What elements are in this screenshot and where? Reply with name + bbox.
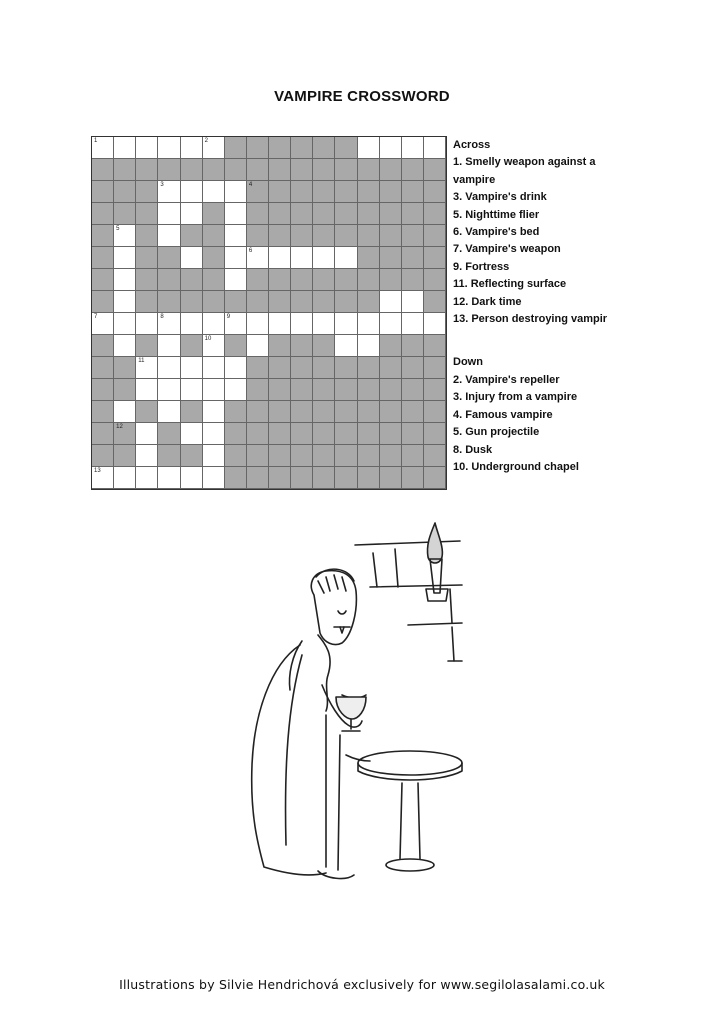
grid-block bbox=[402, 181, 424, 203]
across-clue: 6. Vampire's bed bbox=[453, 226, 540, 239]
grid-cell[interactable] bbox=[291, 247, 313, 269]
grid-block bbox=[114, 423, 136, 445]
grid-cell[interactable] bbox=[203, 357, 225, 379]
grid-cell[interactable] bbox=[181, 357, 203, 379]
grid-block bbox=[92, 225, 114, 247]
grid-block bbox=[313, 423, 335, 445]
grid-block bbox=[136, 335, 158, 357]
grid-block bbox=[424, 423, 446, 445]
clues-panel bbox=[453, 137, 643, 476]
grid-block bbox=[424, 401, 446, 423]
grid-block bbox=[158, 445, 180, 467]
grid-block bbox=[424, 379, 446, 401]
grid-block bbox=[291, 379, 313, 401]
grid-block bbox=[402, 445, 424, 467]
clue-number: 5 bbox=[116, 226, 120, 232]
grid-block bbox=[291, 335, 313, 357]
down-heading: Down bbox=[453, 356, 483, 369]
across-clue-list bbox=[453, 154, 643, 328]
grid-cell[interactable] bbox=[136, 357, 158, 379]
grid-block bbox=[92, 203, 114, 225]
grid-cell[interactable] bbox=[136, 445, 158, 467]
grid-cell[interactable] bbox=[313, 247, 335, 269]
grid-block bbox=[247, 401, 269, 423]
grid-block bbox=[358, 357, 380, 379]
grid-block bbox=[335, 423, 357, 445]
grid-block bbox=[424, 269, 446, 291]
grid-cell[interactable] bbox=[380, 137, 402, 159]
grid-block bbox=[424, 445, 446, 467]
grid-cell[interactable] bbox=[181, 423, 203, 445]
grid-block bbox=[335, 225, 357, 247]
grid-cell[interactable] bbox=[158, 335, 180, 357]
grid-block bbox=[313, 401, 335, 423]
across-clue: 11. Reflecting surface bbox=[453, 278, 567, 291]
grid-block bbox=[291, 181, 313, 203]
page-title: VAMPIRE CROSSWORD bbox=[274, 88, 450, 105]
vampire-holding-goblet-icon bbox=[230, 515, 470, 895]
grid-block bbox=[269, 335, 291, 357]
grid-cell[interactable] bbox=[402, 313, 424, 335]
grid-block bbox=[203, 203, 225, 225]
grid-cell[interactable] bbox=[225, 313, 247, 335]
grid-block bbox=[136, 401, 158, 423]
grid-cell[interactable] bbox=[313, 313, 335, 335]
grid-cell[interactable] bbox=[402, 137, 424, 159]
grid-block bbox=[335, 467, 357, 489]
grid-cell[interactable] bbox=[203, 137, 225, 159]
grid-block bbox=[380, 181, 402, 203]
grid-cell[interactable] bbox=[335, 313, 357, 335]
clue-number: 2 bbox=[204, 138, 208, 144]
grid-cell[interactable] bbox=[225, 357, 247, 379]
clue-number: 6 bbox=[248, 248, 253, 254]
grid-block bbox=[92, 291, 114, 313]
grid-cell[interactable] bbox=[158, 225, 180, 247]
grid-block bbox=[247, 203, 269, 225]
grid-block bbox=[158, 247, 180, 269]
grid-block bbox=[380, 445, 402, 467]
down-clue: 8. Dusk bbox=[453, 443, 493, 456]
grid-cell[interactable] bbox=[203, 379, 225, 401]
grid-block bbox=[92, 357, 114, 379]
grid-block bbox=[402, 159, 424, 181]
grid-block bbox=[181, 225, 203, 247]
grid-block bbox=[181, 401, 203, 423]
grid-cell[interactable] bbox=[181, 247, 203, 269]
grid-block bbox=[269, 423, 291, 445]
grid-block bbox=[358, 247, 380, 269]
grid-block bbox=[424, 357, 446, 379]
grid-cell[interactable] bbox=[335, 247, 357, 269]
grid-block bbox=[269, 181, 291, 203]
grid-block bbox=[269, 203, 291, 225]
grid-block bbox=[335, 445, 357, 467]
grid-block bbox=[424, 203, 446, 225]
grid-block bbox=[136, 159, 158, 181]
grid-block bbox=[335, 137, 357, 159]
grid-block bbox=[380, 269, 402, 291]
grid-block bbox=[313, 379, 335, 401]
down-clue-list bbox=[453, 372, 643, 476]
grid-cell[interactable] bbox=[269, 313, 291, 335]
grid-block bbox=[424, 291, 446, 313]
grid-block bbox=[291, 225, 313, 247]
grid-block bbox=[380, 225, 402, 247]
grid-block bbox=[313, 203, 335, 225]
grid-block bbox=[158, 159, 180, 181]
grid-block bbox=[225, 291, 247, 313]
grid-block bbox=[136, 181, 158, 203]
grid-cell[interactable] bbox=[225, 379, 247, 401]
grid-cell[interactable] bbox=[158, 357, 180, 379]
grid-block bbox=[313, 181, 335, 203]
grid-block bbox=[380, 357, 402, 379]
grid-block bbox=[181, 269, 203, 291]
clue-number: 8 bbox=[160, 314, 164, 320]
grid-block bbox=[424, 335, 446, 357]
grid-block bbox=[380, 423, 402, 445]
table-icon bbox=[358, 751, 462, 871]
grid-cell[interactable] bbox=[402, 291, 424, 313]
grid-block bbox=[313, 445, 335, 467]
grid-cell[interactable] bbox=[181, 467, 203, 489]
grid-cell[interactable] bbox=[92, 137, 114, 159]
grid-cell[interactable] bbox=[291, 313, 313, 335]
grid-cell[interactable] bbox=[114, 313, 136, 335]
across-clue: 12. Dark time bbox=[453, 295, 522, 308]
clue-number: 12 bbox=[116, 424, 123, 430]
grid-block bbox=[158, 269, 180, 291]
grid-block bbox=[358, 291, 380, 313]
grid-cell[interactable] bbox=[203, 423, 225, 445]
grid-block bbox=[402, 379, 424, 401]
across-clue: 9. Fortress bbox=[453, 260, 510, 273]
grid-cell[interactable] bbox=[181, 379, 203, 401]
grid-cell[interactable] bbox=[114, 291, 136, 313]
grid-block bbox=[402, 401, 424, 423]
clue-number: 1 bbox=[94, 138, 98, 144]
grid-block bbox=[225, 401, 247, 423]
grid-cell[interactable] bbox=[114, 401, 136, 423]
grid-block bbox=[358, 467, 380, 489]
grid-block bbox=[358, 181, 380, 203]
grid-cell[interactable] bbox=[114, 269, 136, 291]
grid-block bbox=[358, 203, 380, 225]
grid-cell[interactable] bbox=[136, 313, 158, 335]
grid-cell[interactable] bbox=[203, 467, 225, 489]
clue-number: 9 bbox=[226, 314, 231, 320]
grid-block bbox=[92, 379, 114, 401]
grid-block bbox=[247, 445, 269, 467]
grid-block bbox=[358, 269, 380, 291]
grid-cell[interactable] bbox=[158, 467, 180, 489]
grid-block bbox=[225, 423, 247, 445]
grid-block bbox=[291, 159, 313, 181]
grid-cell[interactable] bbox=[136, 379, 158, 401]
grid-block bbox=[380, 335, 402, 357]
grid-block bbox=[247, 291, 269, 313]
grid-block bbox=[92, 401, 114, 423]
grid-block bbox=[380, 379, 402, 401]
grid-cell[interactable] bbox=[225, 225, 247, 247]
grid-block bbox=[380, 247, 402, 269]
grid-block bbox=[136, 225, 158, 247]
grid-block bbox=[380, 159, 402, 181]
grid-block bbox=[402, 247, 424, 269]
credit-line: Illustrations by Silvie Hendrichová exclusively for www.segilolasalami.co.uk bbox=[119, 977, 605, 992]
grid-block bbox=[313, 467, 335, 489]
grid-cell[interactable] bbox=[114, 335, 136, 357]
grid-block bbox=[313, 137, 335, 159]
grid-block bbox=[247, 159, 269, 181]
grid-block bbox=[247, 467, 269, 489]
grid-block bbox=[335, 181, 357, 203]
grid-cell[interactable] bbox=[247, 335, 269, 357]
down-clue: 3. Injury from a vampire bbox=[453, 391, 578, 404]
grid-block bbox=[402, 423, 424, 445]
grid-cell[interactable] bbox=[136, 137, 158, 159]
across-clue: 13. Person destroying vampir bbox=[453, 313, 608, 326]
grid-cell[interactable] bbox=[181, 181, 203, 203]
grid-block bbox=[158, 423, 180, 445]
grid-cell[interactable] bbox=[181, 203, 203, 225]
grid-cell[interactable] bbox=[114, 247, 136, 269]
grid-block bbox=[402, 203, 424, 225]
grid-block bbox=[402, 467, 424, 489]
grid-block bbox=[181, 159, 203, 181]
clue-number: 4 bbox=[248, 182, 253, 188]
grid-block bbox=[335, 357, 357, 379]
grid-block bbox=[313, 335, 335, 357]
grid-cell[interactable] bbox=[136, 467, 158, 489]
grid-block bbox=[424, 159, 446, 181]
grid-cell[interactable] bbox=[225, 203, 247, 225]
grid-block bbox=[203, 225, 225, 247]
grid-cell[interactable] bbox=[158, 379, 180, 401]
torch-icon bbox=[426, 523, 448, 601]
grid-cell[interactable] bbox=[136, 423, 158, 445]
grid-cell[interactable] bbox=[380, 291, 402, 313]
grid-block bbox=[269, 225, 291, 247]
grid-block bbox=[269, 379, 291, 401]
grid-block bbox=[358, 445, 380, 467]
grid-block bbox=[203, 269, 225, 291]
grid-cell[interactable] bbox=[225, 269, 247, 291]
grid-block bbox=[247, 379, 269, 401]
grid-block bbox=[269, 357, 291, 379]
across-clue: 5. Nighttime flier bbox=[453, 208, 540, 221]
grid-block bbox=[313, 357, 335, 379]
grid-block bbox=[92, 159, 114, 181]
grid-cell[interactable] bbox=[181, 137, 203, 159]
grid-block bbox=[358, 379, 380, 401]
grid-cell[interactable] bbox=[158, 137, 180, 159]
grid-block bbox=[92, 247, 114, 269]
grid-block bbox=[269, 159, 291, 181]
grid-cell[interactable] bbox=[203, 313, 225, 335]
grid-block bbox=[247, 137, 269, 159]
grid-cell[interactable] bbox=[92, 467, 114, 489]
grid-block bbox=[402, 269, 424, 291]
across-clue: 3. Vampire's drink bbox=[453, 191, 547, 204]
grid-block bbox=[291, 423, 313, 445]
grid-block bbox=[225, 467, 247, 489]
grid-cell[interactable] bbox=[158, 181, 180, 203]
grid-cell[interactable] bbox=[424, 137, 446, 159]
grid-block bbox=[335, 159, 357, 181]
grid-block bbox=[358, 401, 380, 423]
grid-cell[interactable] bbox=[92, 313, 114, 335]
grid-block bbox=[114, 357, 136, 379]
grid-block bbox=[269, 445, 291, 467]
grid-cell[interactable] bbox=[358, 335, 380, 357]
grid-block bbox=[247, 269, 269, 291]
grid-block bbox=[92, 181, 114, 203]
grid-cell[interactable] bbox=[203, 445, 225, 467]
grid-block bbox=[269, 291, 291, 313]
grid-block bbox=[269, 401, 291, 423]
grid-block bbox=[225, 137, 247, 159]
grid-cell[interactable] bbox=[114, 467, 136, 489]
grid-block bbox=[114, 379, 136, 401]
grid-block bbox=[92, 423, 114, 445]
grid-cell[interactable] bbox=[203, 335, 225, 357]
grid-cell[interactable] bbox=[181, 313, 203, 335]
grid-block bbox=[402, 225, 424, 247]
grid-block bbox=[291, 401, 313, 423]
grid-cell[interactable] bbox=[225, 181, 247, 203]
grid-block bbox=[225, 159, 247, 181]
down-clue: 4. Famous vampire bbox=[453, 408, 553, 421]
grid-block bbox=[335, 269, 357, 291]
grid-cell[interactable] bbox=[335, 335, 357, 357]
grid-block bbox=[291, 445, 313, 467]
grid-block bbox=[335, 379, 357, 401]
clue-number: 3 bbox=[160, 182, 164, 188]
grid-block bbox=[380, 401, 402, 423]
grid-block bbox=[114, 445, 136, 467]
grid-block bbox=[335, 203, 357, 225]
grid-block bbox=[313, 225, 335, 247]
grid-block bbox=[291, 203, 313, 225]
down-clue: 5. Gun projectile bbox=[453, 426, 540, 439]
grid-cell[interactable] bbox=[247, 247, 269, 269]
grid-block bbox=[225, 335, 247, 357]
grid-block bbox=[291, 467, 313, 489]
clue-number: 13 bbox=[94, 468, 101, 474]
grid-block bbox=[358, 423, 380, 445]
grid-cell[interactable] bbox=[114, 225, 136, 247]
grid-block bbox=[358, 159, 380, 181]
grid-cell[interactable] bbox=[158, 203, 180, 225]
grid-cell[interactable] bbox=[358, 313, 380, 335]
grid-block bbox=[181, 335, 203, 357]
grid-block bbox=[424, 181, 446, 203]
grid-cell[interactable] bbox=[269, 247, 291, 269]
crossword-grid bbox=[91, 136, 447, 490]
across-heading: Across bbox=[453, 139, 491, 151]
vampire-figure bbox=[252, 569, 370, 878]
grid-block bbox=[402, 357, 424, 379]
grid-block bbox=[247, 423, 269, 445]
down-clue: 10. Underground chapel bbox=[453, 460, 579, 473]
grid-block bbox=[313, 159, 335, 181]
grid-block bbox=[424, 225, 446, 247]
across-clue: 1. Smelly weapon against a vampire bbox=[453, 156, 596, 186]
grid-block bbox=[335, 291, 357, 313]
grid-cell[interactable] bbox=[114, 137, 136, 159]
grid-block bbox=[203, 247, 225, 269]
grid-cell[interactable] bbox=[247, 313, 269, 335]
grid-block bbox=[92, 269, 114, 291]
grid-cell[interactable] bbox=[203, 401, 225, 423]
grid-cell[interactable] bbox=[380, 313, 402, 335]
grid-block bbox=[291, 137, 313, 159]
clue-number: 11 bbox=[138, 358, 145, 364]
grid-block bbox=[247, 357, 269, 379]
grid-block bbox=[114, 159, 136, 181]
grid-block bbox=[247, 181, 269, 203]
grid-block bbox=[380, 467, 402, 489]
grid-block bbox=[247, 225, 269, 247]
grid-block bbox=[291, 357, 313, 379]
grid-block bbox=[203, 159, 225, 181]
grid-block bbox=[136, 203, 158, 225]
grid-block bbox=[181, 445, 203, 467]
grid-block bbox=[92, 445, 114, 467]
grid-block bbox=[181, 291, 203, 313]
grid-cell[interactable] bbox=[358, 137, 380, 159]
grid-block bbox=[380, 203, 402, 225]
clue-number: 10 bbox=[204, 336, 212, 342]
grid-block bbox=[92, 335, 114, 357]
grid-cell[interactable] bbox=[203, 181, 225, 203]
grid-block bbox=[269, 269, 291, 291]
grid-block bbox=[203, 291, 225, 313]
grid-block bbox=[313, 269, 335, 291]
grid-block bbox=[114, 203, 136, 225]
grid-block bbox=[269, 137, 291, 159]
grid-cell[interactable] bbox=[225, 247, 247, 269]
grid-block bbox=[158, 291, 180, 313]
grid-block bbox=[424, 247, 446, 269]
grid-block bbox=[225, 445, 247, 467]
grid-block bbox=[358, 225, 380, 247]
grid-block bbox=[136, 247, 158, 269]
down-clue: 2. Vampire's repeller bbox=[453, 373, 560, 386]
grid-block bbox=[424, 467, 446, 489]
clue-number: 7 bbox=[94, 314, 98, 320]
grid-block bbox=[136, 291, 158, 313]
grid-cell[interactable] bbox=[158, 401, 180, 423]
across-clue: 7. Vampire's weapon bbox=[453, 243, 561, 256]
grid-cell[interactable] bbox=[424, 313, 446, 335]
grid-block bbox=[313, 291, 335, 313]
grid-block bbox=[291, 291, 313, 313]
grid-block bbox=[136, 269, 158, 291]
grid-block bbox=[291, 269, 313, 291]
grid-block bbox=[114, 181, 136, 203]
grid-block bbox=[335, 401, 357, 423]
grid-block bbox=[402, 335, 424, 357]
grid-block bbox=[269, 467, 291, 489]
grid-cell[interactable] bbox=[158, 313, 180, 335]
